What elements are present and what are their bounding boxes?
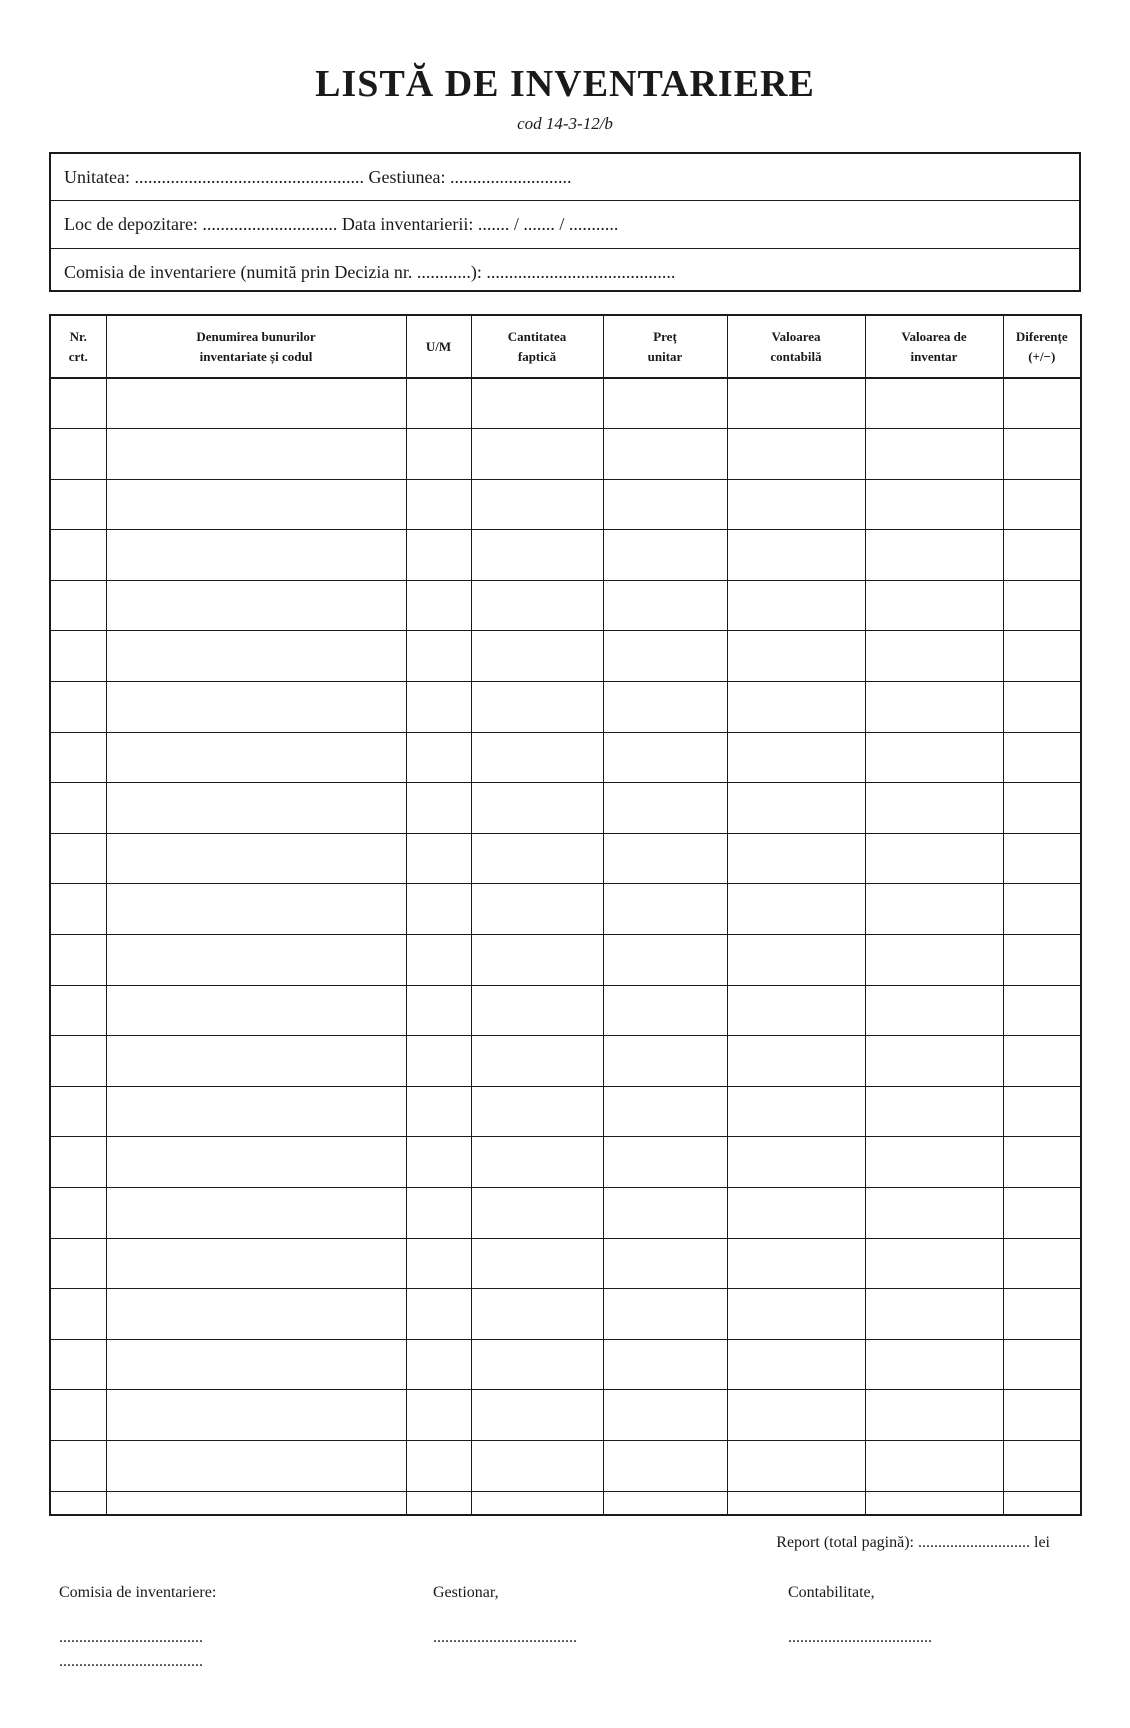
cell-quantity[interactable] <box>471 732 603 783</box>
cell-unit[interactable] <box>406 783 471 834</box>
cell-unit[interactable] <box>406 1440 471 1491</box>
table-row <box>51 1188 1080 1239</box>
cell-unit-price[interactable] <box>603 1137 727 1188</box>
cell-name[interactable] <box>106 833 406 884</box>
table-row <box>51 682 1080 733</box>
cell-quantity[interactable] <box>471 530 603 581</box>
table-row <box>51 1289 1080 1340</box>
cell-name[interactable] <box>106 985 406 1036</box>
cell-quantity[interactable] <box>471 1036 603 1087</box>
cell-unit-price[interactable] <box>603 884 727 935</box>
cell-inventory-value[interactable] <box>865 378 1003 429</box>
cell-quantity[interactable] <box>471 429 603 480</box>
form-code: cod 14-3-12/b <box>517 114 613 133</box>
cell-book-value[interactable] <box>727 429 865 480</box>
cell-quantity[interactable] <box>471 1289 603 1340</box>
cell-unit[interactable] <box>406 935 471 986</box>
cell-unit[interactable] <box>406 631 471 682</box>
cell-unit-price[interactable] <box>603 1440 727 1491</box>
info-box <box>49 152 1081 292</box>
cell-quantity[interactable] <box>471 935 603 986</box>
cell-difference[interactable] <box>1003 1289 1080 1340</box>
cell-nr[interactable] <box>51 1289 106 1340</box>
commission-label: Comisia de inventariere: <box>59 1584 217 1601</box>
cell-unit-price[interactable] <box>603 1289 727 1340</box>
cell-book-value[interactable] <box>727 1289 865 1340</box>
cell-inventory-value[interactable] <box>865 1339 1003 1390</box>
manager-signature-line[interactable]: .................................... <box>433 1629 577 1646</box>
cell-name[interactable] <box>106 783 406 834</box>
cell-inventory-value[interactable] <box>865 530 1003 581</box>
cell-inventory-value[interactable] <box>865 1289 1003 1340</box>
cell-quantity[interactable] <box>471 631 603 682</box>
cell-book-value[interactable] <box>727 935 865 986</box>
commission-signature-line-2[interactable]: .................................... <box>59 1653 203 1670</box>
manager-label: Gestionar, <box>433 1584 499 1601</box>
cell-nr[interactable] <box>51 429 106 480</box>
info-row-commission[interactable]: Comisia de inventariere (numită prin Decizia nr. ............): .......................................... <box>64 261 676 282</box>
cell-nr[interactable] <box>51 1339 106 1390</box>
cell-nr[interactable] <box>51 732 106 783</box>
table-row <box>51 1339 1080 1390</box>
commission-signature-line-1[interactable]: .................................... <box>59 1629 203 1646</box>
cell-book-value[interactable] <box>727 530 865 581</box>
cell-quantity[interactable] <box>471 884 603 935</box>
cell-book-value[interactable] <box>727 1491 865 1515</box>
column-header-book-value: Valoarea contabilă <box>727 316 865 378</box>
cell-unit[interactable] <box>406 1289 471 1340</box>
column-header-unit-price: Preț unitar <box>603 316 727 378</box>
cell-inventory-value[interactable] <box>865 833 1003 884</box>
cell-difference[interactable] <box>1003 985 1080 1036</box>
cell-unit-price[interactable] <box>603 783 727 834</box>
cell-name[interactable] <box>106 1339 406 1390</box>
manager-signature-block <box>433 1584 577 1650</box>
cell-book-value[interactable] <box>727 985 865 1036</box>
cell-inventory-value[interactable] <box>865 1036 1003 1087</box>
info-row-storage[interactable]: Loc de depozitare: .............................. Data inventarierii: ....... / ....... / ........... <box>51 201 1079 248</box>
cell-name[interactable] <box>106 1390 406 1441</box>
cell-quantity[interactable] <box>471 1238 603 1289</box>
cell-unit-price[interactable] <box>603 1086 727 1137</box>
cell-difference[interactable] <box>1003 1238 1080 1289</box>
cell-name[interactable] <box>106 884 406 935</box>
accounting-label: Contabilitate, <box>788 1584 875 1601</box>
cell-unit-price[interactable] <box>603 1238 727 1289</box>
cell-nr[interactable] <box>51 783 106 834</box>
cell-name[interactable] <box>106 1137 406 1188</box>
cell-unit[interactable] <box>406 985 471 1036</box>
cell-name[interactable] <box>106 1289 406 1340</box>
cell-unit-price[interactable] <box>603 1036 727 1087</box>
cell-quantity[interactable] <box>471 580 603 631</box>
cell-difference[interactable] <box>1003 580 1080 631</box>
cell-unit[interactable] <box>406 1188 471 1239</box>
cell-unit-price[interactable] <box>603 429 727 480</box>
cell-difference[interactable] <box>1003 833 1080 884</box>
cell-unit[interactable] <box>406 833 471 884</box>
cell-nr[interactable] <box>51 1238 106 1289</box>
cell-nr[interactable] <box>51 530 106 581</box>
cell-inventory-value[interactable] <box>865 783 1003 834</box>
cell-name[interactable] <box>106 429 406 480</box>
cell-inventory-value[interactable] <box>865 1086 1003 1137</box>
cell-book-value[interactable] <box>727 833 865 884</box>
column-header-unit: U/M <box>406 316 471 378</box>
cell-book-value[interactable] <box>727 631 865 682</box>
cell-unit-price[interactable] <box>603 1188 727 1239</box>
cell-unit[interactable] <box>406 1137 471 1188</box>
cell-nr[interactable] <box>51 682 106 733</box>
table-row <box>51 378 1080 429</box>
inventory-table <box>49 314 1082 1516</box>
column-header-differences: Diferențe (+/−) <box>1003 316 1080 378</box>
cell-book-value[interactable] <box>727 378 865 429</box>
cell-unit[interactable] <box>406 1238 471 1289</box>
cell-unit[interactable] <box>406 378 471 429</box>
table-row <box>51 833 1080 884</box>
cell-name[interactable] <box>106 631 406 682</box>
cell-difference[interactable] <box>1003 530 1080 581</box>
cell-name[interactable] <box>106 378 406 429</box>
cell-name[interactable] <box>106 682 406 733</box>
cell-book-value[interactable] <box>727 1086 865 1137</box>
cell-book-value[interactable] <box>727 1339 865 1390</box>
cell-book-value[interactable] <box>727 1238 865 1289</box>
cell-nr[interactable] <box>51 1188 106 1239</box>
cell-nr[interactable] <box>51 985 106 1036</box>
cell-unit-price[interactable] <box>603 580 727 631</box>
cell-name[interactable] <box>106 1188 406 1239</box>
cell-unit-price[interactable] <box>603 479 727 530</box>
cell-inventory-value[interactable] <box>865 682 1003 733</box>
cell-inventory-value[interactable] <box>865 985 1003 1036</box>
cell-difference[interactable] <box>1003 783 1080 834</box>
cell-nr[interactable] <box>51 1491 106 1515</box>
cell-unit-price[interactable] <box>603 985 727 1036</box>
cell-difference[interactable] <box>1003 631 1080 682</box>
cell-name[interactable] <box>106 1238 406 1289</box>
table-row <box>51 884 1080 935</box>
cell-nr[interactable] <box>51 1390 106 1441</box>
cell-difference[interactable] <box>1003 682 1080 733</box>
cell-inventory-value[interactable] <box>865 935 1003 986</box>
cell-inventory-value[interactable] <box>865 1238 1003 1289</box>
cell-unit-price[interactable] <box>603 631 727 682</box>
cell-nr[interactable] <box>51 1086 106 1137</box>
cell-nr[interactable] <box>51 378 106 429</box>
cell-inventory-value[interactable] <box>865 1137 1003 1188</box>
cell-book-value[interactable] <box>727 580 865 631</box>
table-header-row <box>51 316 1080 378</box>
cell-unit[interactable] <box>406 1491 471 1515</box>
cell-quantity[interactable] <box>471 1390 603 1441</box>
cell-quantity[interactable] <box>471 985 603 1036</box>
cell-name[interactable] <box>106 479 406 530</box>
cell-book-value[interactable] <box>727 479 865 530</box>
cell-inventory-value[interactable] <box>865 580 1003 631</box>
cell-unit-price[interactable] <box>603 935 727 986</box>
cell-book-value[interactable] <box>727 732 865 783</box>
cell-quantity[interactable] <box>471 479 603 530</box>
column-header-quantity: Cantitatea faptică <box>471 316 603 378</box>
table-row <box>51 530 1080 581</box>
cell-quantity[interactable] <box>471 1491 603 1515</box>
cell-unit-price[interactable] <box>603 682 727 733</box>
column-header-inventory-value: Valoarea de inventar <box>865 316 1003 378</box>
table-row <box>51 631 1080 682</box>
cell-quantity[interactable] <box>471 1440 603 1491</box>
cell-quantity[interactable] <box>471 1339 603 1390</box>
cell-quantity[interactable] <box>471 378 603 429</box>
cell-unit-price[interactable] <box>603 1491 727 1515</box>
cell-quantity[interactable] <box>471 682 603 733</box>
table-row <box>51 1036 1080 1087</box>
cell-book-value[interactable] <box>727 1188 865 1239</box>
cell-unit[interactable] <box>406 732 471 783</box>
cell-nr[interactable] <box>51 833 106 884</box>
cell-quantity[interactable] <box>471 833 603 884</box>
cell-difference[interactable] <box>1003 1339 1080 1390</box>
accounting-signature-block <box>788 1584 932 1650</box>
cell-difference[interactable] <box>1003 378 1080 429</box>
info-row-unit[interactable]: Unitatea: ................................................... Gestiunea: ........................... <box>51 154 1079 201</box>
cell-book-value[interactable] <box>727 783 865 834</box>
table-row <box>51 1491 1080 1515</box>
cell-name[interactable] <box>106 935 406 986</box>
cell-name[interactable] <box>106 732 406 783</box>
table-row <box>51 935 1080 986</box>
cell-inventory-value[interactable] <box>865 429 1003 480</box>
cell-inventory-value[interactable] <box>865 479 1003 530</box>
cell-nr[interactable] <box>51 479 106 530</box>
accounting-signature-line[interactable]: .................................... <box>788 1629 932 1646</box>
cell-book-value[interactable] <box>727 884 865 935</box>
table-row <box>51 1137 1080 1188</box>
commission-signature-block <box>59 1584 216 1674</box>
cell-unit-price[interactable] <box>603 1339 727 1390</box>
cell-inventory-value[interactable] <box>865 631 1003 682</box>
table-row <box>51 429 1080 480</box>
table-row <box>51 732 1080 783</box>
cell-book-value[interactable] <box>727 1390 865 1441</box>
cell-inventory-value[interactable] <box>865 1390 1003 1441</box>
cell-difference[interactable] <box>1003 1086 1080 1137</box>
cell-book-value[interactable] <box>727 1036 865 1087</box>
cell-name[interactable] <box>106 530 406 581</box>
cell-difference[interactable] <box>1003 429 1080 480</box>
cell-nr[interactable] <box>51 935 106 986</box>
cell-unit[interactable] <box>406 1390 471 1441</box>
table-row <box>51 1390 1080 1441</box>
cell-difference[interactable] <box>1003 1188 1080 1239</box>
cell-unit-price[interactable] <box>603 1390 727 1441</box>
cell-difference[interactable] <box>1003 1491 1080 1515</box>
cell-nr[interactable] <box>51 1440 106 1491</box>
cell-unit-price[interactable] <box>603 833 727 884</box>
cell-nr[interactable] <box>51 884 106 935</box>
cell-quantity[interactable] <box>471 783 603 834</box>
cell-nr[interactable] <box>51 1137 106 1188</box>
cell-difference[interactable] <box>1003 1440 1080 1491</box>
cell-unit[interactable] <box>406 429 471 480</box>
cell-quantity[interactable] <box>471 1086 603 1137</box>
cell-unit-price[interactable] <box>603 732 727 783</box>
table-row <box>51 783 1080 834</box>
cell-name[interactable] <box>106 1440 406 1491</box>
cell-inventory-value[interactable] <box>865 884 1003 935</box>
table-row <box>51 580 1080 631</box>
cell-quantity[interactable] <box>471 1188 603 1239</box>
cell-unit[interactable] <box>406 682 471 733</box>
cell-difference[interactable] <box>1003 479 1080 530</box>
cell-quantity[interactable] <box>471 1137 603 1188</box>
page-total-report[interactable]: Report (total pagină): ............................ lei <box>776 1534 1050 1551</box>
table-row <box>51 1238 1080 1289</box>
cell-name[interactable] <box>106 580 406 631</box>
cell-unit[interactable] <box>406 1339 471 1390</box>
cell-unit-price[interactable] <box>603 530 727 581</box>
cell-unit[interactable] <box>406 580 471 631</box>
cell-nr[interactable] <box>51 631 106 682</box>
cell-inventory-value[interactable] <box>865 1440 1003 1491</box>
table-row <box>51 985 1080 1036</box>
table-row <box>51 1086 1080 1137</box>
cell-inventory-value[interactable] <box>865 1188 1003 1239</box>
cell-nr[interactable] <box>51 1036 106 1087</box>
cell-difference[interactable] <box>1003 732 1080 783</box>
cell-difference[interactable] <box>1003 935 1080 986</box>
cell-difference[interactable] <box>1003 1137 1080 1188</box>
cell-unit[interactable] <box>406 1036 471 1087</box>
cell-unit[interactable] <box>406 530 471 581</box>
cell-unit-price[interactable] <box>603 378 727 429</box>
column-header-nr: Nr. crt. <box>51 316 106 378</box>
cell-difference[interactable] <box>1003 1390 1080 1441</box>
cell-unit[interactable] <box>406 479 471 530</box>
cell-name[interactable] <box>106 1086 406 1137</box>
cell-difference[interactable] <box>1003 1036 1080 1087</box>
page-title: LISTĂ DE INVENTARIERE <box>315 63 815 105</box>
cell-book-value[interactable] <box>727 682 865 733</box>
cell-unit[interactable] <box>406 884 471 935</box>
cell-book-value[interactable] <box>727 1137 865 1188</box>
table-row <box>51 1440 1080 1491</box>
cell-unit[interactable] <box>406 1086 471 1137</box>
cell-difference[interactable] <box>1003 884 1080 935</box>
cell-inventory-value[interactable] <box>865 732 1003 783</box>
cell-name[interactable] <box>106 1491 406 1515</box>
cell-nr[interactable] <box>51 580 106 631</box>
cell-name[interactable] <box>106 1036 406 1087</box>
table-row <box>51 479 1080 530</box>
column-header-name: Denumirea bunurilor inventariate și codul <box>106 316 406 378</box>
cell-inventory-value[interactable] <box>865 1491 1003 1515</box>
cell-book-value[interactable] <box>727 1440 865 1491</box>
